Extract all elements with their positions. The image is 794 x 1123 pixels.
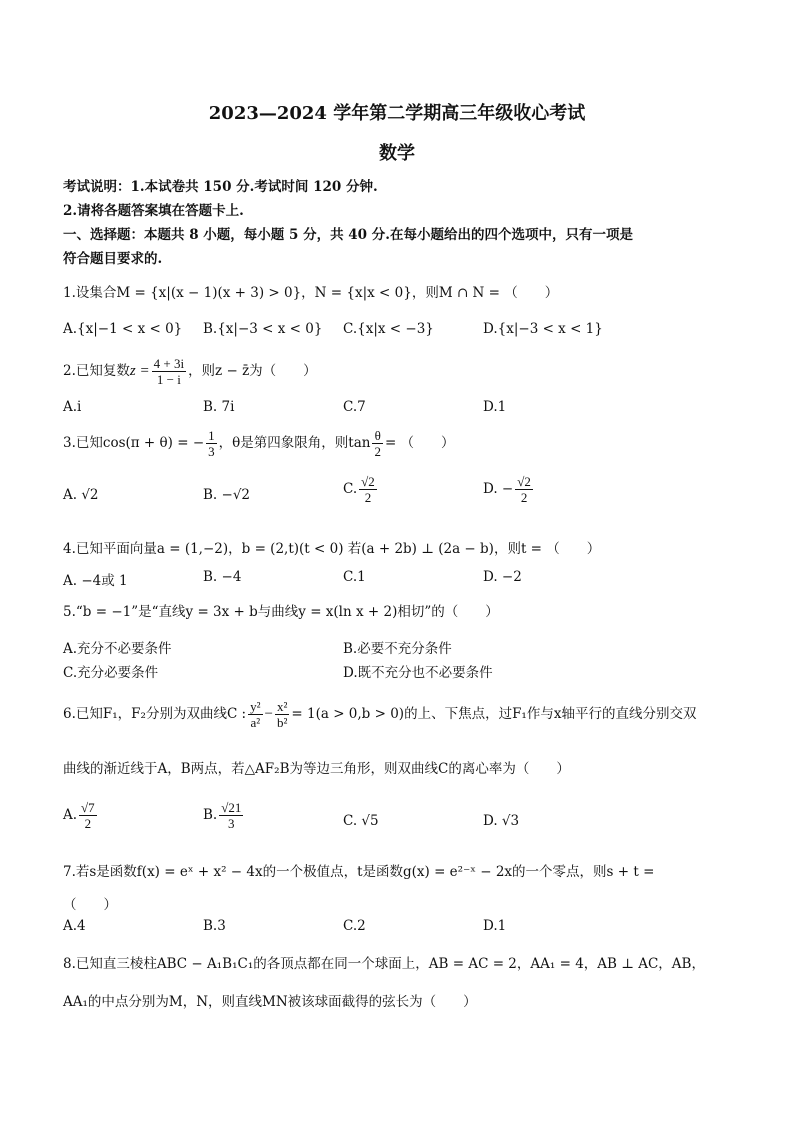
question-5-option-a: A.充分不必要条件 xyxy=(63,641,172,657)
question-2-option-b: B. 7i xyxy=(203,399,235,415)
instructions-line-1: 考试说明：1.本试卷共 150 分.考试时间 120 分钟. xyxy=(63,179,378,195)
question-3-option-c-den: 2 xyxy=(364,490,372,505)
question-1-option-c: C.{x|x < −3} xyxy=(343,321,434,337)
question-1-option-d: D.{x|−3 < x < 1} xyxy=(483,321,603,337)
question-4-option-d: D. −2 xyxy=(483,569,522,585)
question-6-stem-cont: 曲线的渐近线于A，B两点，若△AF₂B为等边三角形，则双曲线C的离心率为（ ） xyxy=(63,761,570,777)
question-5-stem: 5.“b = −1”是“直线y = 3x + b与曲线y = x(ln x + 2)相切”的（ ） xyxy=(63,604,499,620)
question-6-option-b-num: √21 xyxy=(221,800,242,815)
question-6-option-a-den: 2 xyxy=(84,816,92,831)
question-7-option-c: C.2 xyxy=(343,918,366,934)
section-heading-cont: 符合题目要求的. xyxy=(63,251,163,267)
question-6-frac2-den: b² xyxy=(276,715,288,730)
question-2-option-a: A.i xyxy=(63,399,82,415)
question-3-option-c xyxy=(343,474,379,505)
question-3-option-c-num: √2 xyxy=(361,474,375,489)
question-3-option-d-den: 2 xyxy=(520,490,528,505)
section-heading: 一、选择题：本题共 8 小题，每小题 5 分，共 40 分.在每小题给出的四个选项中，只有一项是 xyxy=(63,227,633,243)
question-3-option-d-frac xyxy=(515,474,533,505)
question-6-stem xyxy=(63,699,696,730)
question-3-prefix: 3.已知cos(π + θ) = − xyxy=(63,435,205,451)
question-6-frac2-num: x² xyxy=(276,699,288,714)
instructions-line-2: 2.请将各题答案填在答题卡上. xyxy=(63,203,244,219)
question-6-option-a-label: A. xyxy=(63,807,78,823)
question-3-option-d-num: √2 xyxy=(517,474,531,489)
question-3-option-c-label: C. xyxy=(343,481,358,497)
question-6-option-b-label: B. xyxy=(203,807,218,823)
question-3-option-b: B. −√2 xyxy=(203,487,251,503)
question-3-option-c-frac xyxy=(359,474,377,505)
subject-title: 数学 xyxy=(379,143,415,164)
question-8-stem: 8.已知直三棱柱ABC − A₁B₁C₁的各顶点都在同一个球面上，AB = AC = 2，AA₁ = 4，AB ⊥ AC，AB， xyxy=(63,956,705,972)
question-6-option-b-den: 3 xyxy=(228,816,235,831)
question-6-frac-x xyxy=(275,699,289,730)
question-2-stem xyxy=(63,356,317,387)
question-7-option-b: B.3 xyxy=(203,918,226,934)
question-3-suffix: = （ ） xyxy=(384,435,455,451)
question-3-option-d-label: D. − xyxy=(483,481,514,497)
question-2-suffix: ，则z − z̄为（ ） xyxy=(188,363,317,379)
question-3-frac2-num: θ xyxy=(372,428,383,444)
question-3-half-angle xyxy=(372,428,383,459)
question-5-option-c: C.充分必要条件 xyxy=(63,665,159,681)
question-6-option-a-frac xyxy=(79,800,97,831)
question-1-option-a: A.{x|−1 < x < 0} xyxy=(63,321,183,337)
question-2-option-d: D.1 xyxy=(483,399,507,415)
question-3-option-a: A. √2 xyxy=(63,487,99,503)
question-3-stem xyxy=(63,428,455,459)
question-7-option-a: A.4 xyxy=(63,918,86,934)
question-6-option-b xyxy=(203,800,245,831)
question-8-stem-cont: AA₁的中点分别为M，N，则直线MN被该球面截得的弦长为（ ） xyxy=(63,994,477,1010)
question-3-frac-num: 1 xyxy=(208,428,215,443)
question-6-suffix: = 1(a > 0,b > 0)的上、下焦点，过F₁作与x轴平行的直线分别交双 xyxy=(291,706,697,722)
question-6-minus: − xyxy=(264,706,273,722)
question-6-frac-num: y² xyxy=(250,699,261,714)
question-7-stem-cont: （ ） xyxy=(63,897,117,913)
exam-title: 2023—2024 学年第二学期高三年级收心考试 xyxy=(208,103,586,124)
question-3-frac2-den: 2 xyxy=(374,444,381,459)
question-5-option-b: B.必要不充分条件 xyxy=(343,641,452,657)
question-2-frac-num: 4 + 3i xyxy=(153,356,185,371)
question-3-option-d xyxy=(483,474,535,505)
question-3-fraction xyxy=(206,428,217,459)
question-7-stem: 7.若s是函数f(x) = eˣ + x² − 4x的一个极值点，t是函数g(x) = e²⁻ˣ − 2x的一个零点，则s + t = xyxy=(63,864,655,880)
question-3-frac-den: 3 xyxy=(208,444,215,459)
question-2-fraction xyxy=(152,356,186,387)
question-4-option-a: A. −4或 1 xyxy=(63,573,128,589)
question-6-option-c: C. √5 xyxy=(343,813,379,829)
question-1-stem: 1.设集合M = {x|(x − 1)(x + 3) > 0}，N = {x|x < 0}，则M ∩ N = （ ） xyxy=(63,285,559,301)
question-4-option-c: C.1 xyxy=(343,569,366,585)
question-6-frac-y xyxy=(248,699,262,730)
question-2-option-c: C.7 xyxy=(343,399,366,415)
question-2-prefix: 2.已知复数 xyxy=(63,363,130,379)
question-6-option-a xyxy=(63,800,99,831)
question-6-option-d: D. √3 xyxy=(483,813,520,829)
question-6-frac-den: a² xyxy=(250,715,261,730)
question-2-frac-den: 1 − i xyxy=(156,372,181,387)
question-6-option-a-num: √7 xyxy=(81,800,95,815)
question-4-stem: 4.已知平面向量a = (1,−2)，b = (2,t)(t < 0) 若(a + 2b) ⊥ (2a − b)，则t = （ ） xyxy=(63,541,601,557)
question-7-option-d: D.1 xyxy=(483,918,507,934)
question-2-var: z = xyxy=(129,363,150,379)
question-4-option-b: B. −4 xyxy=(203,569,242,585)
question-5-option-d: D.既不充分也不必要条件 xyxy=(343,665,493,681)
question-3-mid: ，θ是第四象限角，则tan xyxy=(218,435,371,451)
question-6-option-b-frac xyxy=(219,800,243,831)
question-6-prefix: 6.已知F₁，F₂分别为双曲线C : xyxy=(63,706,247,722)
question-1-option-b: B.{x|−3 < x < 0} xyxy=(203,321,323,337)
